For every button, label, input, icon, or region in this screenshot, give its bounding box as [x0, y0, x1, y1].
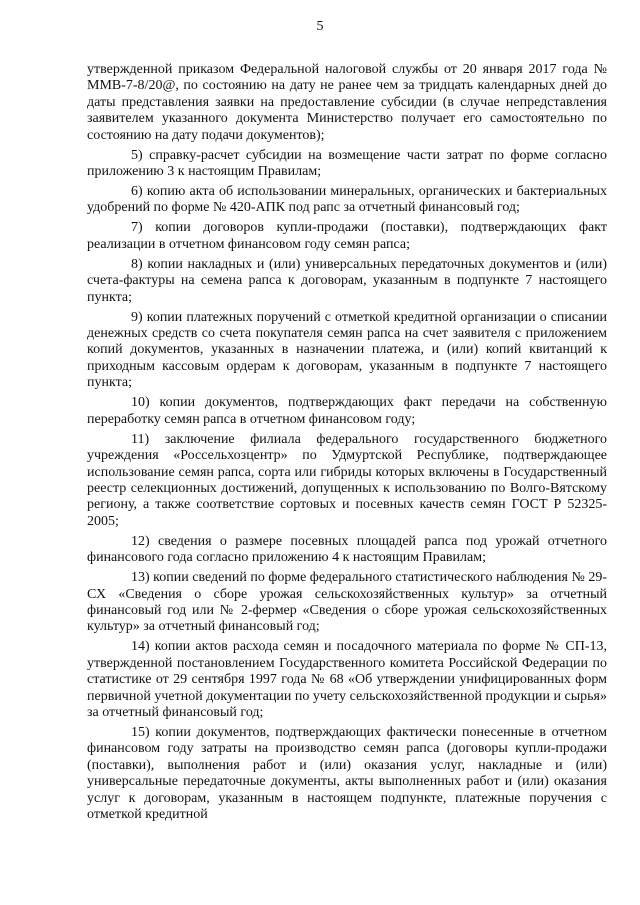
paragraph-item-6: 6) копию акта об использовании минеральных, органических и бактериальных удобрений по форме № 420-АПК под рапс за отчетный финансовый год; [87, 184, 607, 216]
paragraph-item-9: 9) копии платежных поручений с отметкой кредитной организации о списании денежных средств со счета покупателя семян рапса на счет заявителя с приложением копий документов, указанных в назначении платежа, и (или) копий квитанций к приходным кассовым ордерам к договорам, указанным в подпункте 7 настоящего пункта; [87, 309, 607, 391]
document-body [87, 62, 607, 827]
paragraph-item-15: 15) копии документов, подтверждающих фактически понесенные в отчетном финансовом году затраты на производство семян рапса (договоры купли-продажи (поставки), выполнения работ и (или) оказания услуг, накладные и (или) универсальные передаточные документы, акты выполненных работ и (или) оказания услуг к договорам, указанным в настоящем подпункте, платежные поручения с отметкой кредитной [87, 724, 607, 822]
paragraph-item-11: 11) заключение филиала федерального государственного бюджетного учреждения «Россельхозцентр» по Удмуртской Республике, подтверждающее использование семян рапса, сорта или гибриды которых включены в Государственный реестр селекционных достижений, допущенных к использованию по Волго-Вятскому региону, а также соответствие сортовых и посевных качеств семян ГОСТ Р 52325-2005; [87, 431, 607, 529]
paragraph-item-7: 7) копии договоров купли-продажи (поставки), подтверждающих факт реализации в отчетном финансовом году семян рапса; [87, 220, 607, 252]
paragraph-item-13: 13) копии сведений по форме федерального статистического наблюдения № 29-СХ «Сведения о сборе урожая сельскохозяйственных культур» за отчетный финансовый год или № 2-фермер «Сведения о сборе урожая сельскохозяйственных культур» за отчетный финансовый год; [87, 570, 607, 635]
paragraph-item-12: 12) сведения о размере посевных площадей рапса под урожай отчетного финансового года согласно приложению 4 к настоящим Правилам; [87, 533, 607, 566]
paragraph-item-8: 8) копии накладных и (или) универсальных передаточных документов и (или) счета-фактуры на семена рапса к договорам, указанным в подпункте 7 настоящего пункта; [87, 256, 607, 305]
paragraph-continuation: утвержденной приказом Федеральной налоговой службы от 20 января 2017 года № ММВ-7-8/20@, по состоянию на дату не ранее чем за тридцать календарных дней до даты представления заявки на предоставление субсидии (в случае непредставления заявителем указанного документа Министерство получает его самостоятельно по состоянию на дату подачи документов); [87, 62, 607, 143]
page-number: 5 [316, 19, 324, 34]
paragraph-item-10: 10) копии документов, подтверждающих факт передачи на собственную переработку семян рапса в отчетном финансовом году; [87, 395, 607, 427]
paragraph-item-14: 14) копии актов расхода семян и посадочного материала по форме № СП-13, утвержденной постановлением Государственного комитета Российской Федерации по статистике от 29 сентября 1997 года № 68 «Об утверждении унифицированных форм первичной учетной документации по учету сельскохозяйственной продукции и сырья» за отчетный финансовый год; [87, 639, 607, 720]
paragraph-item-5: 5) справку-расчет субсидии на возмещение части затрат по форме согласно приложению 3 к настоящим Правилам; [87, 147, 607, 180]
